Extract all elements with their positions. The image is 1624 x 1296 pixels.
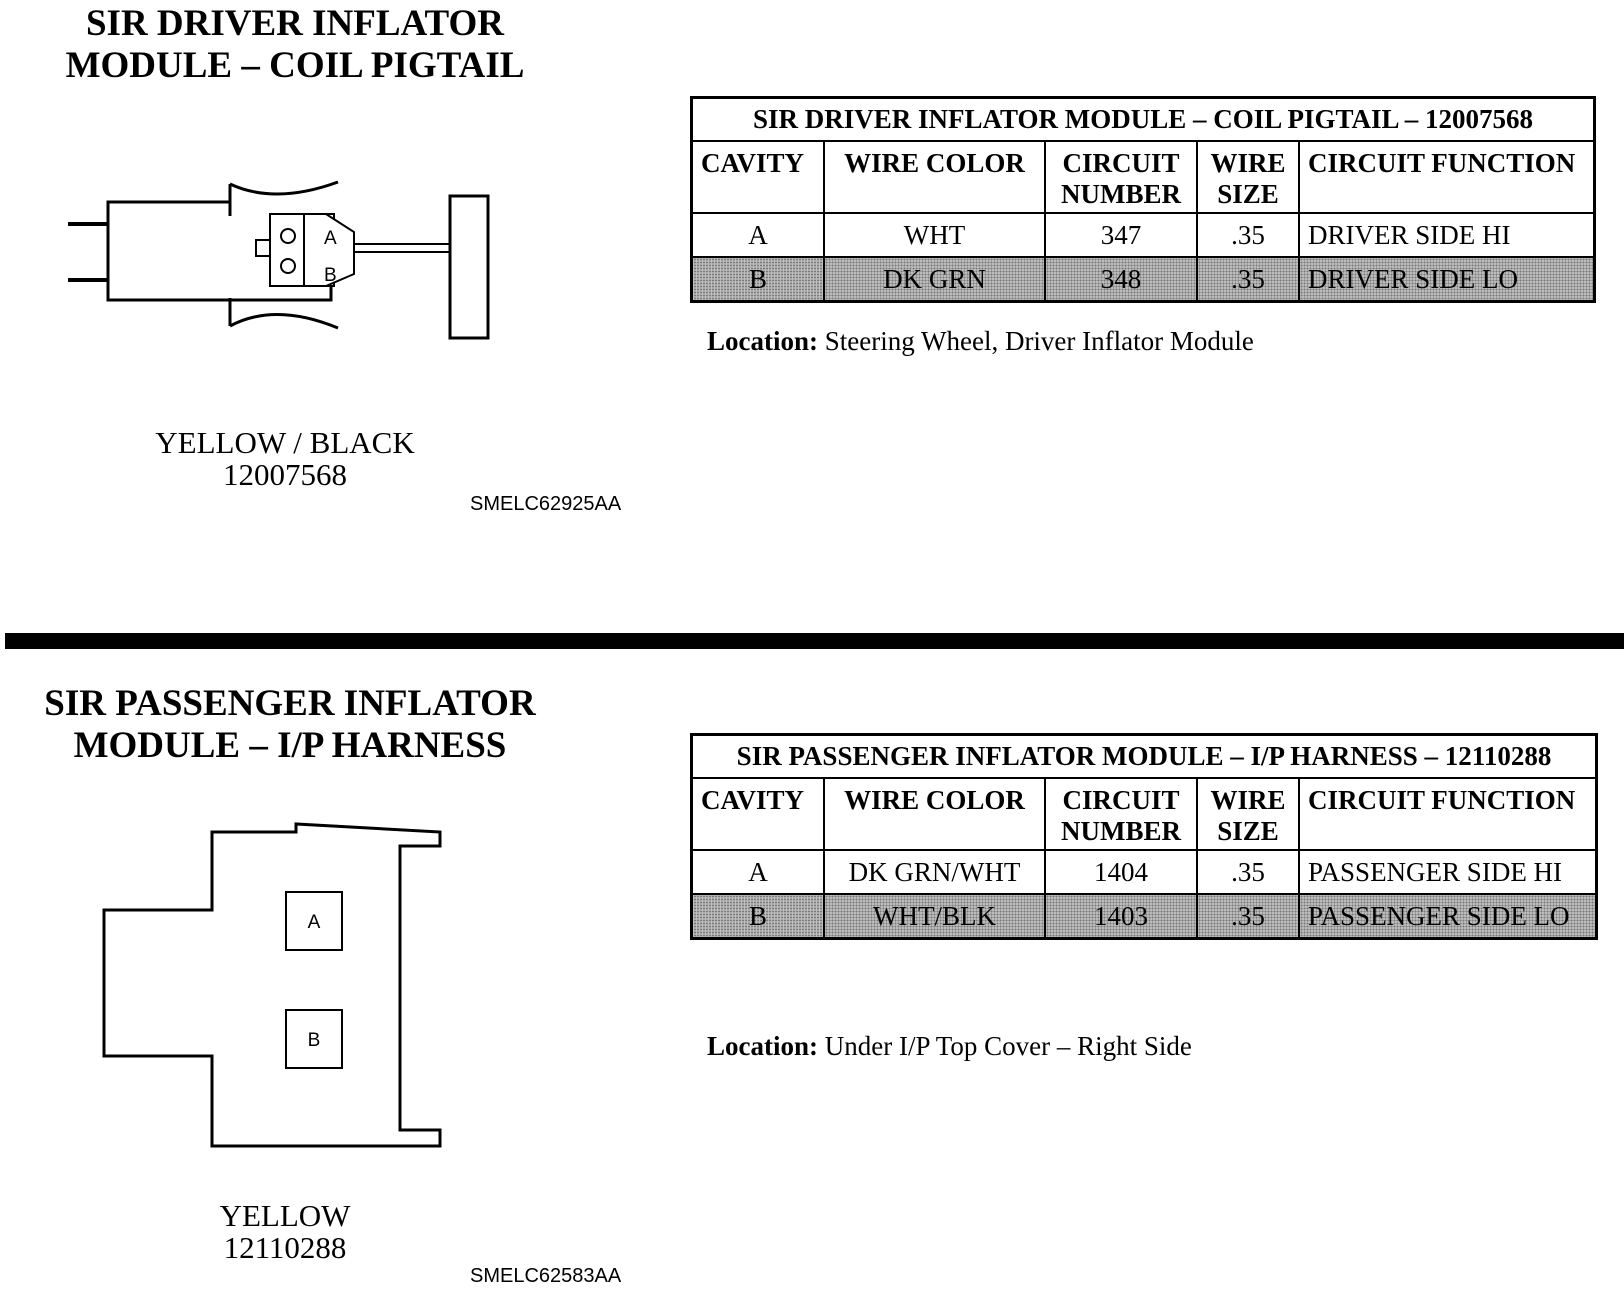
driver-cavity-label-b: B	[324, 265, 337, 286]
driver-pinout-table	[690, 96, 1596, 303]
passenger-pinout-table	[690, 733, 1598, 940]
passenger-cavity-label-a: A	[307, 912, 321, 933]
driver-header-wire-size-l2: SIZE	[1217, 179, 1279, 209]
cell-circuit-number: 1404	[1045, 850, 1197, 894]
cell-cavity: A	[692, 850, 825, 894]
cell-wire-color: DK GRN/WHT	[824, 850, 1045, 894]
driver-title-line1: SIR DRIVER INFLATOR	[85, 3, 505, 44]
passenger-title-line1: SIR PASSENGER INFLATOR	[44, 683, 536, 724]
passenger-table-title: SIR PASSENGER INFLATOR MODULE – I/P HARNESS – 12110288	[692, 735, 1597, 779]
passenger-header-circuit-function: CIRCUIT FUNCTION	[1299, 778, 1597, 850]
cell-wire-color: WHT/BLK	[824, 894, 1045, 939]
cell-circuit-number: 347	[1045, 213, 1197, 257]
cell-circuit-function: PASSENGER SIDE LO	[1299, 894, 1597, 939]
cell-wire-size: .35	[1197, 894, 1299, 939]
cell-cavity: B	[692, 257, 825, 302]
passenger-location-label: Location:	[707, 1031, 818, 1061]
driver-figure-code: SMELC62925AA	[470, 493, 622, 515]
driver-cavity-label-a: A	[324, 228, 337, 249]
cell-circuit-function: DRIVER SIDE LO	[1299, 257, 1595, 302]
passenger-connector-caption	[110, 1200, 460, 1264]
driver-title-line2: MODULE – COIL PIGTAIL	[65, 45, 525, 86]
passenger-header-wire-size	[1197, 778, 1299, 850]
cell-wire-size: .35	[1197, 850, 1299, 894]
cell-circuit-number: 348	[1045, 257, 1197, 302]
driver-header-circuit-number	[1045, 141, 1197, 213]
cell-circuit-function: DRIVER SIDE HI	[1299, 213, 1595, 257]
cell-circuit-function: PASSENGER SIDE HI	[1299, 850, 1597, 894]
cell-cavity: B	[692, 894, 825, 939]
passenger-header-wire-size-l1: WIRE	[1210, 785, 1286, 815]
driver-location-text: Steering Wheel, Driver Inflator Module	[818, 326, 1254, 356]
driver-header-circuit-function: CIRCUIT FUNCTION	[1299, 141, 1595, 213]
table-row	[692, 850, 1597, 894]
passenger-cavity-label-b: B	[307, 1030, 321, 1051]
driver-section-title	[20, 3, 570, 87]
passenger-header-wire-size-l2: SIZE	[1217, 816, 1279, 846]
driver-location	[707, 326, 1254, 357]
table-row	[692, 213, 1595, 257]
cell-cavity: A	[692, 213, 825, 257]
pigtail-end-block	[450, 196, 488, 338]
passenger-part-number: 12110288	[223, 1230, 347, 1265]
cell-wire-color: WHT	[824, 213, 1045, 257]
passenger-connector-diagram	[100, 820, 450, 1160]
section-divider	[5, 633, 1624, 649]
driver-connector-caption	[110, 427, 460, 491]
passenger-title-line2: MODULE – I/P HARNESS	[73, 725, 507, 766]
passenger-header-circuit-number-l2: NUMBER	[1061, 816, 1181, 846]
driver-location-label: Location:	[707, 326, 818, 356]
driver-header-wire-size-l1: WIRE	[1210, 148, 1286, 178]
driver-header-wire-color: WIRE COLOR	[824, 141, 1045, 213]
cavity-b-hole-icon	[281, 259, 295, 273]
driver-header-circuit-number-l2: NUMBER	[1061, 179, 1181, 209]
driver-connector-diagram	[60, 180, 520, 350]
passenger-header-circuit-number-l1: CIRCUIT	[1062, 785, 1180, 815]
passenger-section-title	[10, 683, 570, 767]
passenger-header-wire-color: WIRE COLOR	[824, 778, 1045, 850]
table-row	[692, 894, 1597, 939]
passenger-location	[707, 1031, 1192, 1062]
passenger-figure-code: SMELC62583AA	[470, 1265, 622, 1287]
table-row	[692, 257, 1595, 302]
cell-circuit-number: 1403	[1045, 894, 1197, 939]
passenger-connector-color: YELLOW	[219, 1198, 351, 1233]
cell-wire-size: .35	[1197, 213, 1299, 257]
passenger-header-cavity: CAVITY	[692, 778, 825, 850]
cell-wire-color: DK GRN	[824, 257, 1045, 302]
driver-connector-color: YELLOW / BLACK	[155, 425, 415, 460]
cell-wire-size: .35	[1197, 257, 1299, 302]
passenger-header-circuit-number	[1045, 778, 1197, 850]
driver-header-cavity: CAVITY	[692, 141, 825, 213]
driver-part-number: 12007568	[223, 457, 347, 492]
driver-header-circuit-number-l1: CIRCUIT	[1062, 148, 1180, 178]
passenger-location-text: Under I/P Top Cover – Right Side	[818, 1031, 1192, 1061]
driver-header-wire-size	[1197, 141, 1299, 213]
cavity-a-hole-icon	[281, 229, 295, 243]
driver-table-title: SIR DRIVER INFLATOR MODULE – COIL PIGTAIL – 12007568	[692, 98, 1595, 142]
